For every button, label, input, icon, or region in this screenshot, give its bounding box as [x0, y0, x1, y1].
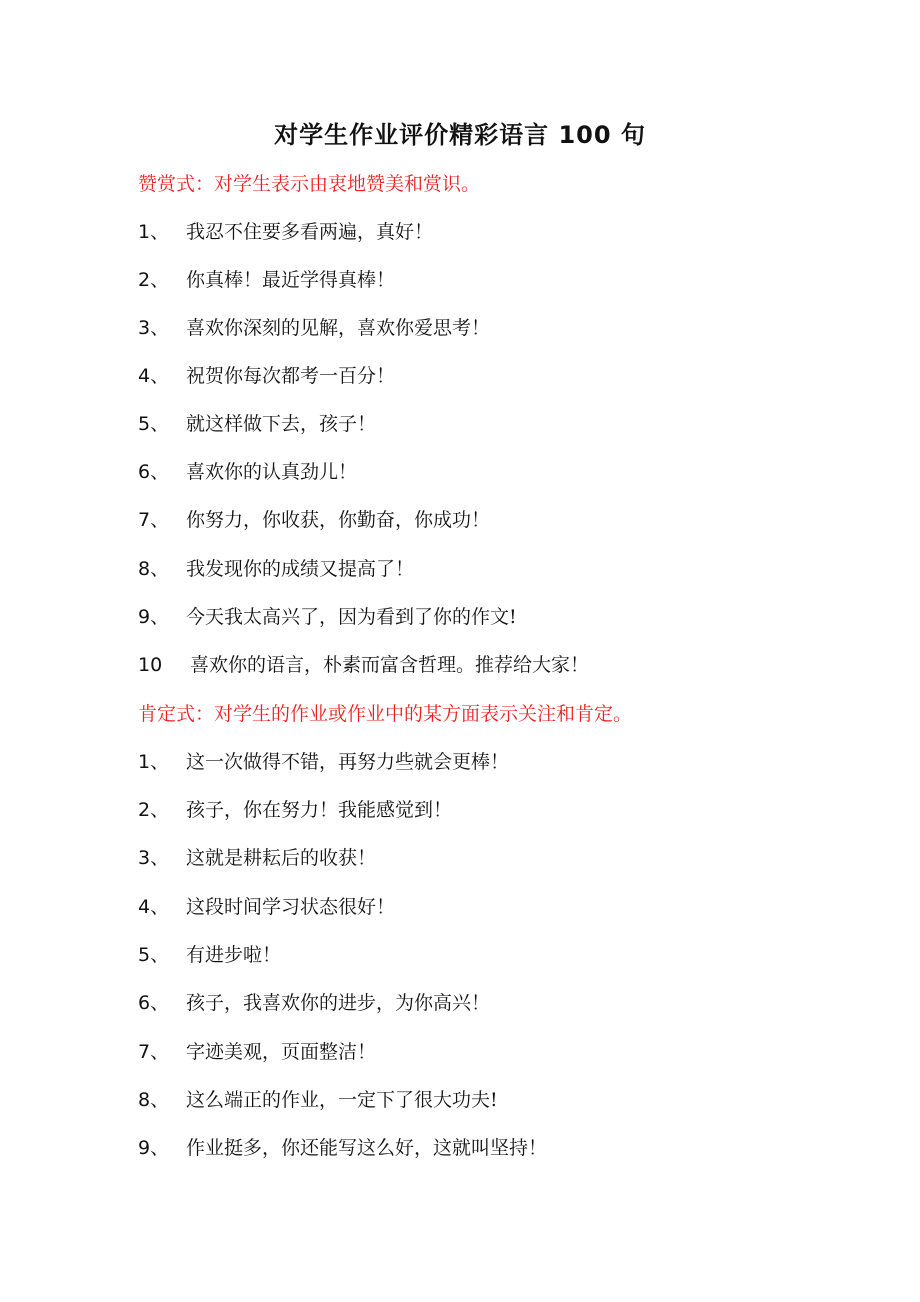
item-number: 9、 — [138, 606, 170, 628]
list-item — [138, 555, 414, 583]
item-text: 孩子，我喜欢你的进步，为你高兴！ — [186, 992, 491, 1014]
list-item — [138, 218, 433, 246]
list-item — [138, 506, 490, 534]
item-text: 我忍不住要多看两遍，真好！ — [186, 221, 434, 243]
item-text: 喜欢你的认真劲儿！ — [186, 461, 358, 483]
item-number: 5、 — [138, 413, 170, 435]
item-number: 7、 — [138, 509, 170, 531]
item-number: 6、 — [138, 992, 170, 1014]
item-number: 2、 — [138, 799, 170, 821]
item-number: 6、 — [138, 461, 170, 483]
item-number: 3、 — [138, 317, 170, 339]
item-text: 这么端正的作业，一定下了很大功夫! — [186, 1089, 498, 1111]
list-item — [138, 266, 395, 294]
list-item — [138, 796, 452, 824]
list-item — [138, 1134, 547, 1162]
item-text: 字迹美观，页面整洁！ — [186, 1041, 377, 1063]
list-item — [138, 458, 357, 486]
list-item — [138, 603, 517, 631]
item-number: 3、 — [138, 847, 170, 869]
list-item — [138, 651, 589, 679]
list-item — [138, 893, 395, 921]
item-text: 你努力，你收获，你勤奋，你成功！ — [186, 509, 491, 531]
section-heading-praise: 赞赏式：对学生表示由衷地赞美和赏识。 — [138, 173, 481, 195]
list-item — [138, 314, 490, 342]
item-number: 1、 — [138, 221, 170, 243]
item-text: 喜欢你的语言，朴素而富含哲理。推荐给大家！ — [190, 654, 590, 676]
item-number: 9、 — [138, 1137, 170, 1159]
item-text: 我发现你的成绩又提高了！ — [186, 558, 415, 580]
item-text: 这段时间学习状态很好！ — [186, 896, 396, 918]
item-text: 今天我太高兴了，因为看到了你的作文! — [186, 606, 517, 628]
list-item — [138, 1038, 376, 1066]
item-text: 孩子，你在努力！我能感觉到！ — [186, 799, 453, 821]
item-number: 4、 — [138, 896, 170, 918]
item-text: 就这样做下去，孩子！ — [186, 413, 377, 435]
list-item — [138, 410, 376, 438]
list-item — [138, 362, 395, 390]
list-item — [138, 989, 490, 1017]
list-item — [138, 941, 281, 969]
item-text: 有进步啦！ — [186, 944, 282, 966]
section-heading-affirm: 肯定式：对学生的作业或作业中的某方面表示关注和肯定。 — [138, 703, 633, 725]
item-text: 祝贺你每次都考一百分！ — [186, 365, 396, 387]
item-number: 8、 — [138, 558, 170, 580]
item-number: 7、 — [138, 1041, 170, 1063]
list-item — [138, 844, 376, 872]
item-number: 1、 — [138, 751, 170, 773]
item-text: 这一次做得不错，再努力些就会更棒！ — [186, 751, 510, 773]
document-title: 对学生作业评价精彩语言 100 句 — [274, 121, 646, 149]
item-text: 作业挺多，你还能写这么好，这就叫坚持！ — [186, 1137, 548, 1159]
item-number: 2、 — [138, 269, 170, 291]
item-number: 5、 — [138, 944, 170, 966]
item-text: 这就是耕耘后的收获！ — [186, 847, 377, 869]
list-item — [138, 1086, 498, 1114]
item-number: 8、 — [138, 1089, 170, 1111]
item-number: 4、 — [138, 365, 170, 387]
list-item — [138, 748, 509, 776]
item-text: 你真棒！最近学得真棒！ — [186, 269, 396, 291]
item-text: 喜欢你深刻的见解，喜欢你爱思考！ — [186, 317, 491, 339]
item-number: 10 — [138, 654, 163, 676]
